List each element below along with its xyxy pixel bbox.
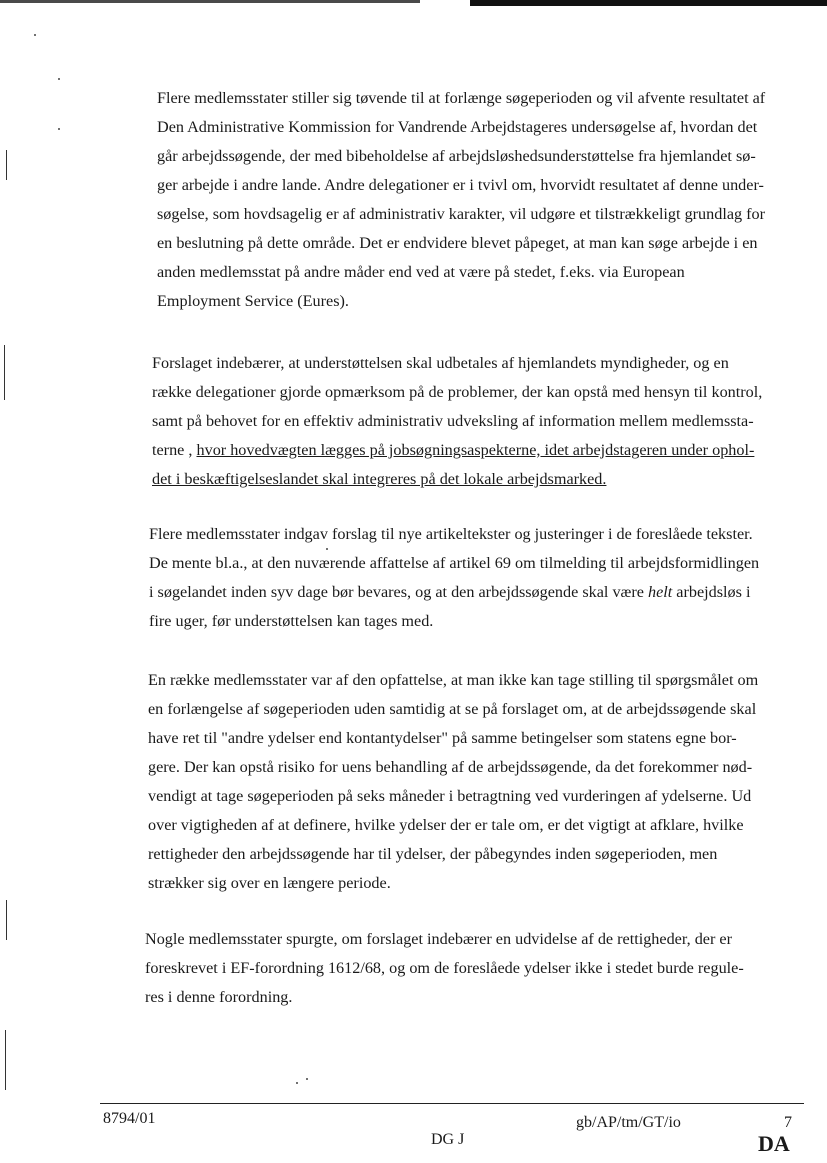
text-line: res i denne forordning. bbox=[145, 988, 293, 1006]
text-line: Den Administrative Kommission for Vandrende Arbejdstageres undersøgelse af, hvordan det bbox=[157, 118, 758, 136]
body-paragraph-3 bbox=[149, 520, 759, 636]
scan-edge-artifact bbox=[0, 0, 420, 3]
emphasis-word: helt bbox=[647, 583, 673, 601]
text-line: have ret til "andre ydelser end kontantydelser" på samme betingelser som statens egne bor- bbox=[148, 729, 737, 747]
footer-divider bbox=[100, 1103, 804, 1104]
text-line: samt på behovet for en effektiv administrativ udveksling af information mellem medlemssta- bbox=[152, 412, 754, 430]
text-line: Flere medlemsstater indgav forslag til nye artikeltekster og justeringer i de foreslåede tekster. bbox=[149, 525, 753, 543]
scan-speck bbox=[58, 78, 60, 80]
body-paragraph-2 bbox=[152, 349, 762, 494]
scan-speck bbox=[34, 34, 36, 36]
text-line: Nogle medlemsstater spurgte, om forslaget indebærer en udvidelse af de rettigheder, der er bbox=[145, 930, 732, 948]
text-line: ger arbejde i andre lande. Andre delegationer er i tvivl om, hvorvidt resultatet af denne under- bbox=[157, 176, 764, 194]
text-line: søgelse, som hovdsagelig er af administrativ karakter, vil udgøre et tilstrækkeligt grundlag for bbox=[157, 205, 766, 223]
document-number: 8794/01 bbox=[103, 1110, 156, 1127]
text-line bbox=[152, 436, 762, 465]
text-line: en forlængelse af søgeperioden uden samtidig at se på forslaget om, at de arbejdssøgende skal bbox=[148, 700, 757, 718]
body-paragraph-5 bbox=[145, 925, 744, 1012]
scan-speck bbox=[58, 128, 60, 130]
scan-speck bbox=[306, 1078, 308, 1080]
text-line: en beslutning på dette område. Det er endvidere blevet påpeget, at man kan søge arbejde i en bbox=[157, 234, 758, 252]
directorate-label: DG J bbox=[431, 1131, 465, 1148]
text-line: gere. Der kan opstå risiko for uens behandling af de arbejdssøgende, da det forekommer nød- bbox=[148, 758, 753, 776]
underlined-passage: det i beskæftigelseslandet skal integreres på det lokale arbejdsmarked. bbox=[152, 470, 607, 488]
text-line: fire uger, før understøttelsen kan tages med. bbox=[149, 612, 434, 630]
text-line: anden medlemsstat på andre måder end ved at være på stedet, f.eks. via European bbox=[157, 263, 685, 281]
author-reference: gb/AP/tm/GT/io bbox=[576, 1114, 681, 1131]
scan-margin-mark bbox=[6, 150, 7, 180]
scan-margin-mark bbox=[4, 345, 5, 400]
text-fragment: terne , bbox=[152, 441, 197, 459]
text-line: over vigtigheden af at definere, hvilke ydelser der er tale om, er det vigtigt at afklare, hvilke bbox=[148, 816, 744, 834]
underlined-passage: hvor hovedvægten lægges på jobsøgningsaspekterne, idet arbejdstageren under ophol- bbox=[196, 441, 755, 459]
text-fragment: arbejdsløs i bbox=[672, 583, 751, 601]
scan-margin-mark bbox=[5, 1030, 6, 1090]
scan-speck bbox=[296, 1082, 298, 1084]
text-line: De mente bl.a., at den nuværende affattelse af artikel 69 om tilmelding til arbejdsformidlingen bbox=[149, 554, 760, 572]
page-number: 7 bbox=[784, 1114, 792, 1131]
scan-edge-artifact bbox=[470, 0, 827, 6]
text-line: En række medlemsstater var af den opfattelse, at man ikke kan tage stilling til spørgsmålet om bbox=[148, 671, 759, 689]
text-line: strækker sig over en længere periode. bbox=[148, 874, 391, 892]
scan-margin-mark bbox=[6, 900, 7, 940]
text-line: foreskrevet i EF-forordning 1612/68, og om de foreslåede ydelser ikke i stedet burde regule- bbox=[145, 959, 744, 977]
text-line: række delegationer gjorde opmærksom på de problemer, der kan opstå med hensyn til kontrol, bbox=[152, 383, 763, 401]
text-line: går arbejdssøgende, der med bibeholdelse af arbejdsløshedsunderstøttelse fra hjemlandet sø- bbox=[157, 147, 756, 165]
text-line: Flere medlemsstater stiller sig tøvende til at forlænge søgeperioden og vil afvente resultatet af bbox=[157, 89, 766, 107]
text-fragment: i søgelandet inden syv dage bør bevares, og at den arbejdssøgende skal være bbox=[149, 583, 648, 601]
body-paragraph-4 bbox=[148, 666, 758, 898]
language-code: DA bbox=[758, 1131, 790, 1156]
body-paragraph-1 bbox=[157, 84, 765, 316]
text-line: Employment Service (Eures). bbox=[157, 292, 349, 310]
text-line: rettigheder den arbejdssøgende har til ydelser, der påbegyndes inden søgeperioden, men bbox=[148, 845, 718, 863]
text-line: vendigt at tage søgeperioden på seks måneder i betragtning ved vurderingen af ydelserne. Ud bbox=[148, 787, 752, 805]
text-line: Forslaget indebærer, at understøttelsen skal udbetales af hjemlandets myndigheder, og en bbox=[152, 354, 729, 372]
text-line bbox=[149, 578, 759, 607]
